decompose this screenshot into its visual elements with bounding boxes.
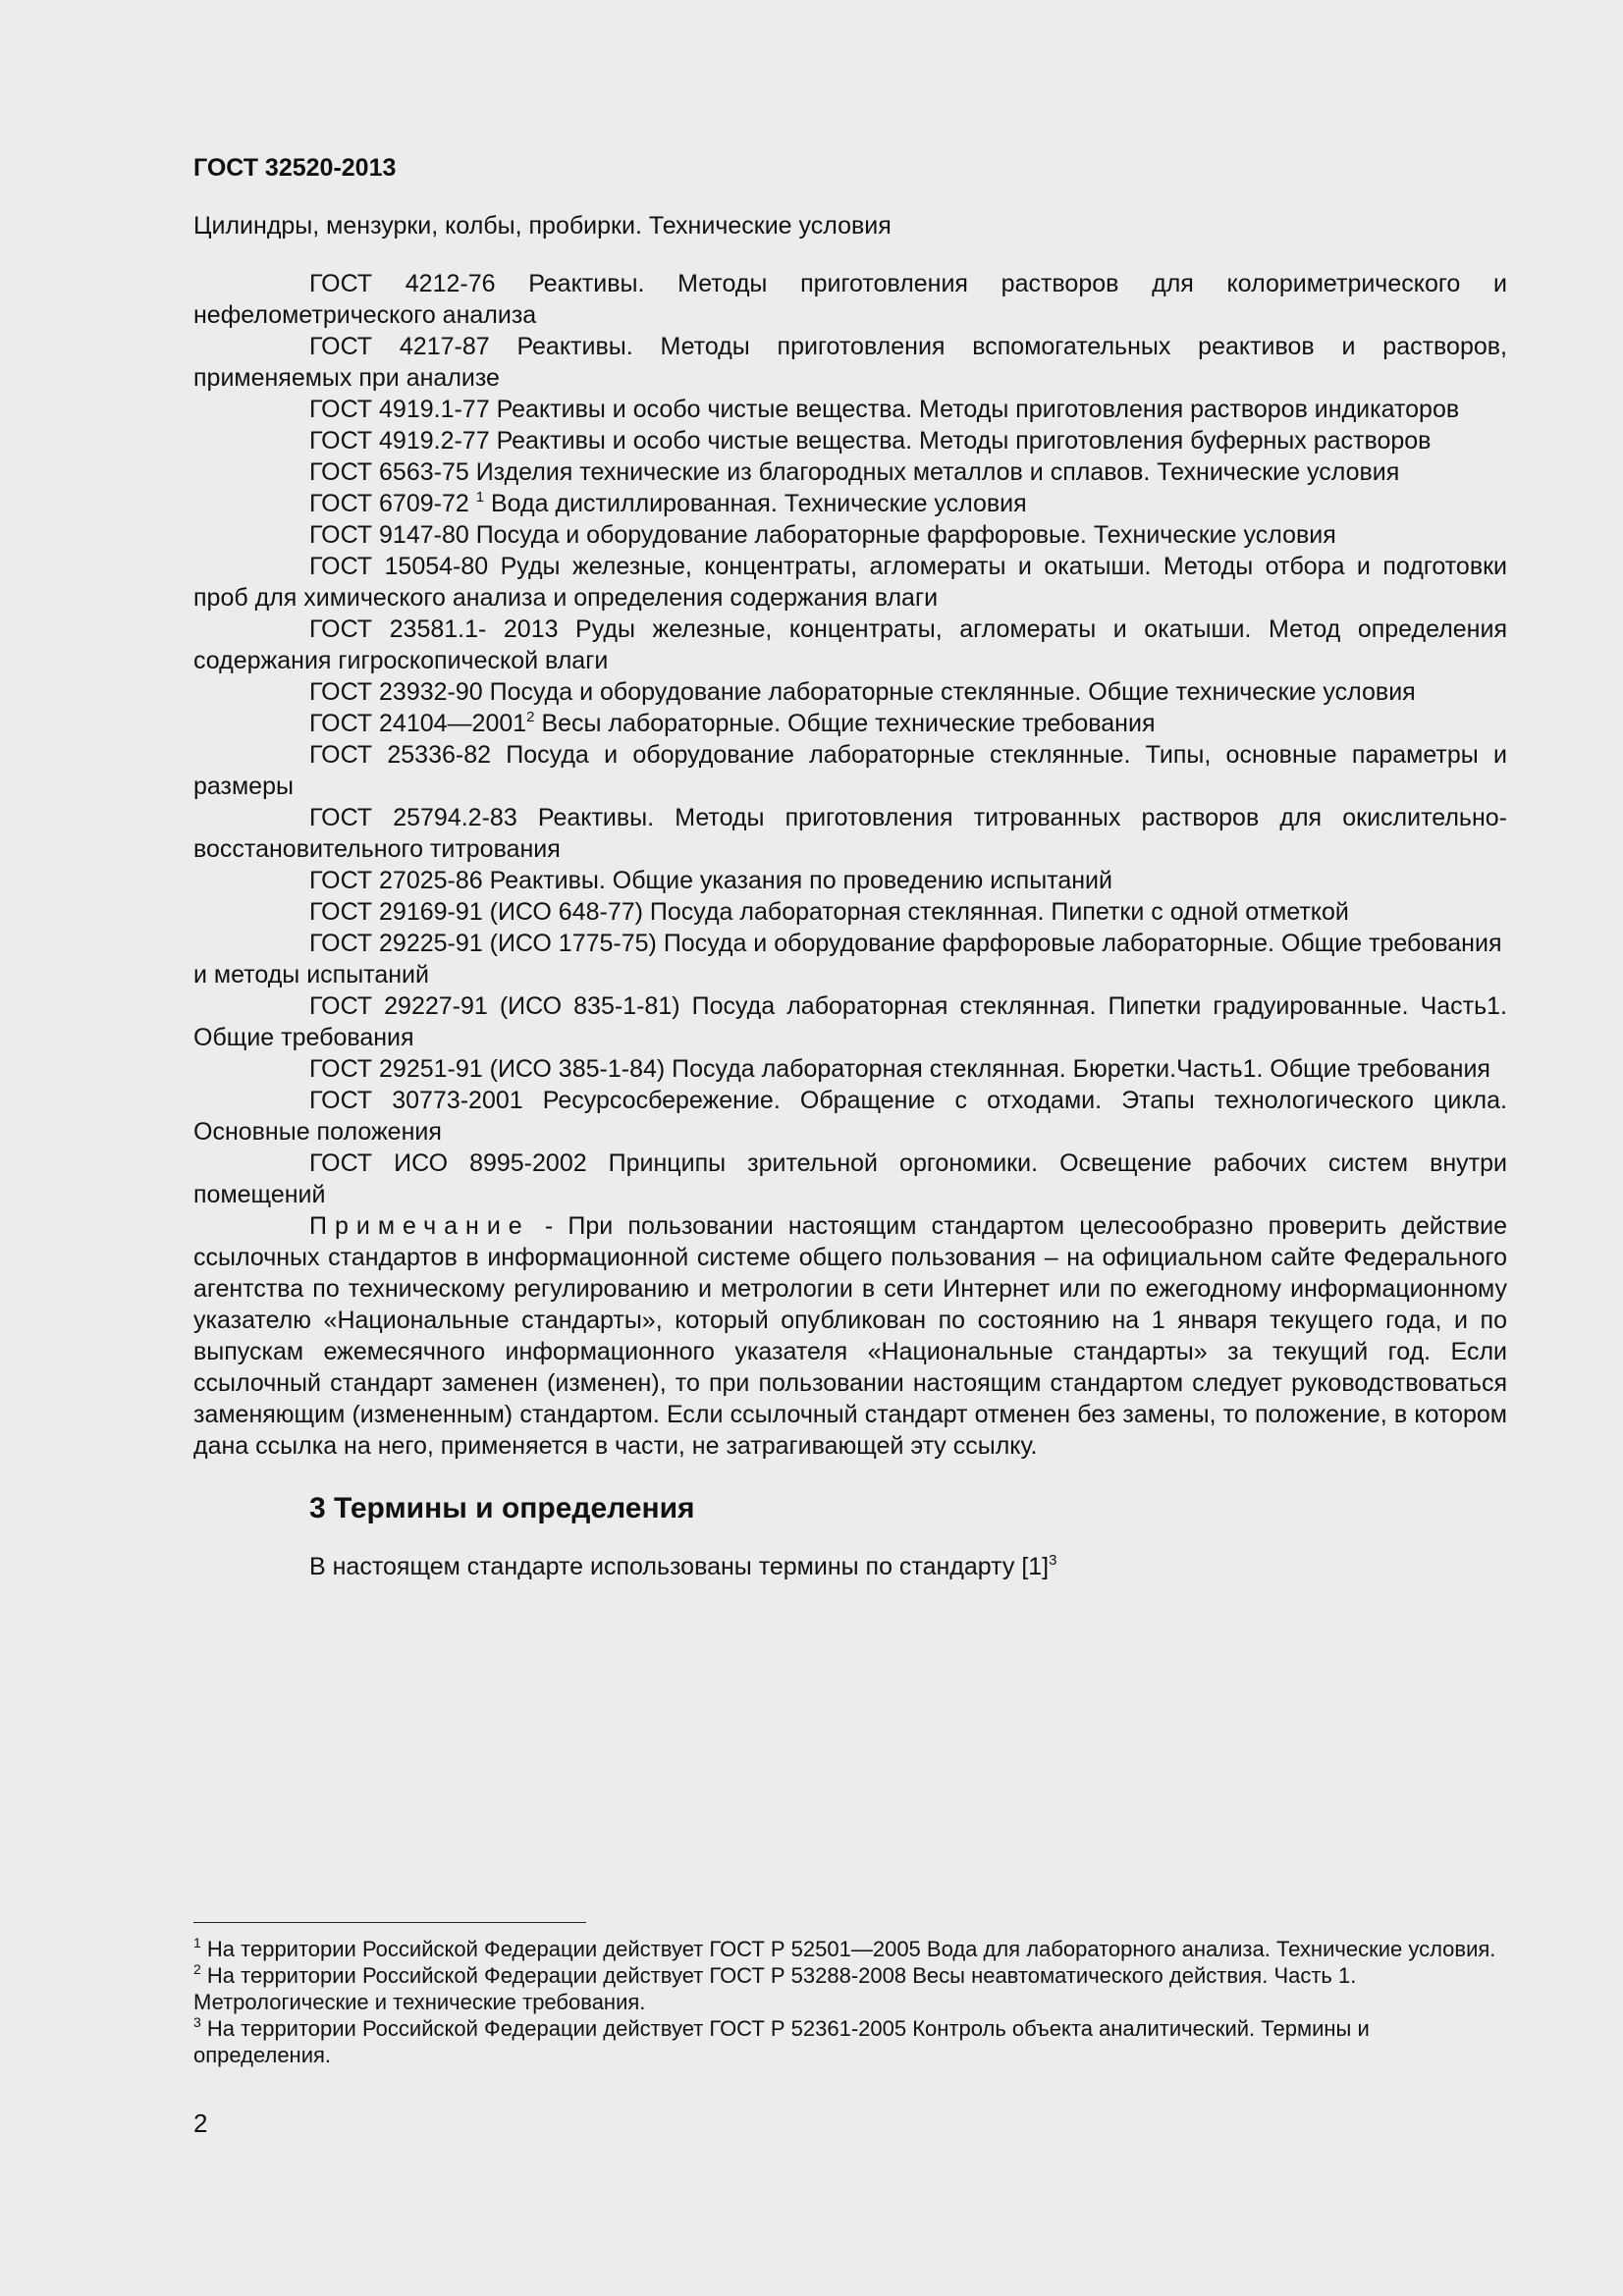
reference-item: ГОСТ 29251-91 (ИСО 385-1-84) Посуда лабораторная стеклянная. Бюретки.Часть1. Общие требования [309,1055,1490,1083]
section-heading: 3 Термины и определения [309,1492,695,1524]
reference-item [193,488,1507,519]
section-text [309,1551,1507,1582]
reference-text: ГОСТ 6709-72 [309,490,476,517]
footnote-divider [193,1922,586,1923]
reference-item [193,708,1507,739]
footnote-text: На территории Российской Федерации действует ГОСТ Р 53288-2008 Весы неавтоматического действия. Часть 1. Метрологические и технические требования. [193,1963,1357,2014]
footnote-number: 2 [193,1961,201,1977]
reference-item: ГОСТ 4212-76 Реактивы. Методы приготовления растворов для колориметрического и нефелометрического анализа [193,270,1507,329]
reference-item: ГОСТ 29225-91 (ИСО 1775-75) Посуда и оборудование фарфоровые лабораторные. Общие требования и методы испытаний [193,930,1502,988]
reference-item: ГОСТ 4217-87 Реактивы. Методы приготовления вспомогательных реактивов и растворов, применяемых при анализе [193,333,1507,392]
reference-item: ГОСТ ИСО 8995-2002 Принципы зрительной оргономики. Освещение рабочих систем внутри помещений [193,1149,1507,1208]
footnote-number: 1 [193,1935,201,1950]
reference-item: ГОСТ 23581.1- 2013 Руды железные, концентраты, агломераты и окатыши. Метод определения содержания гигроскопической влаги [193,615,1507,674]
reference-item: ГОСТ 9147-80 Посуда и оборудование лабораторные фарфоровые. Технические условия [309,521,1336,549]
page-number: 2 [193,2109,208,2138]
footnote-ref[interactable]: 1 [475,489,485,506]
footnote-item [193,1936,1507,1962]
reference-text: Весы лабораторные. Общие технические требования [534,710,1156,737]
note-separator: - [529,1212,568,1240]
standard-title: Цилиндры, мензурки, колбы, пробирки. Технические условия [193,212,892,240]
footnote-ref[interactable]: 2 [526,709,535,725]
reference-item: ГОСТ 4919.2-77 Реактивы и особо чистые вещества. Методы приготовления буферных растворов [309,427,1432,454]
normative-references [193,268,1507,1462]
reference-item: ГОСТ 25794.2-83 Реактивы. Методы приготовления титрованных растворов для окислительно-восстановительного титрования [193,804,1507,863]
footnote-text: На территории Российской Федерации действует ГОСТ Р 52361-2005 Контроль объекта аналитический. Термины и определения. [193,2016,1370,2067]
reference-item: ГОСТ 29227-91 (ИСО 835-1-81) Посуда лабораторная стеклянная. Пипетки градуированные. Часть1. Общие требования [193,992,1507,1051]
reference-text: ГОСТ 24104—2001 [309,710,527,737]
page-content [193,152,1507,1582]
reference-item: ГОСТ 27025-86 Реактивы. Общие указания по проведению испытаний [309,867,1112,894]
footnotes [193,1936,1507,2068]
footnote-ref[interactable]: 3 [1049,1552,1057,1569]
reference-item: ГОСТ 6563-75 Изделия технические из благородных металлов и сплавов. Технические условия [309,458,1400,486]
reference-text: Вода дистиллированная. Технические условия [484,490,1027,517]
reference-item: ГОСТ 23932-90 Посуда и оборудование лабораторные стеклянные. Общие технические условия [309,678,1416,706]
standard-code: ГОСТ 32520-2013 [193,154,397,182]
footnote-number: 3 [193,2014,201,2030]
note-text: При пользовании настоящим стандартом целесообразно проверить действие ссылочных стандартов в информационной системе общего пользования – на официальном сайте Федерального агентства по техническому регулированию и метрологии в сети Интернет или по ежегодному информационному указателю «Национальные стандарты», который опубликован по состоянию на 1 января текущего года, и по выпускам ежемесячного информационного указателя «Национальные стандарты» за текущий год. Если ссылочный стандарт заменен (изменен), то при пользовании настоящим стандартом следует руководствоваться заменяющим (измененным) стандартом. Если ссылочный стандарт отменен без замены, то положение, в котором дана ссылка на него, применяется в части, не затрагивающей эту ссылку. [193,1212,1507,1460]
section-text-body: В настоящем стандарте использованы термины по стандарту [1] [309,1553,1050,1580]
reference-item: ГОСТ 15054-80 Руды железные, концентраты, агломераты и окатыши. Методы отбора и подготовки проб для химического анализа и определения содержания влаги [193,553,1507,612]
reference-item: ГОСТ 25336-82 Посуда и оборудование лабораторные стеклянные. Типы, основные параметры и размеры [193,741,1507,800]
footnote-item [193,1962,1507,2015]
reference-item: ГОСТ 29169-91 (ИСО 648-77) Посуда лабораторная стеклянная. Пипетки с одной отметкой [309,898,1349,926]
note-paragraph [193,1210,1507,1462]
footnote-item [193,2015,1507,2068]
note-label: Примечание [309,1212,530,1240]
footnote-text: На территории Российской Федерации действует ГОСТ Р 52501—2005 Вода для лабораторного анализа. Технические условия. [200,1937,1496,1961]
reference-item: ГОСТ 4919.1-77 Реактивы и особо чистые вещества. Методы приготовления растворов индикаторов [309,396,1460,423]
reference-item: ГОСТ 30773-2001 Ресурсосбережение. Обращение с отходами. Этапы технологического цикла. Основные положения [193,1087,1507,1146]
